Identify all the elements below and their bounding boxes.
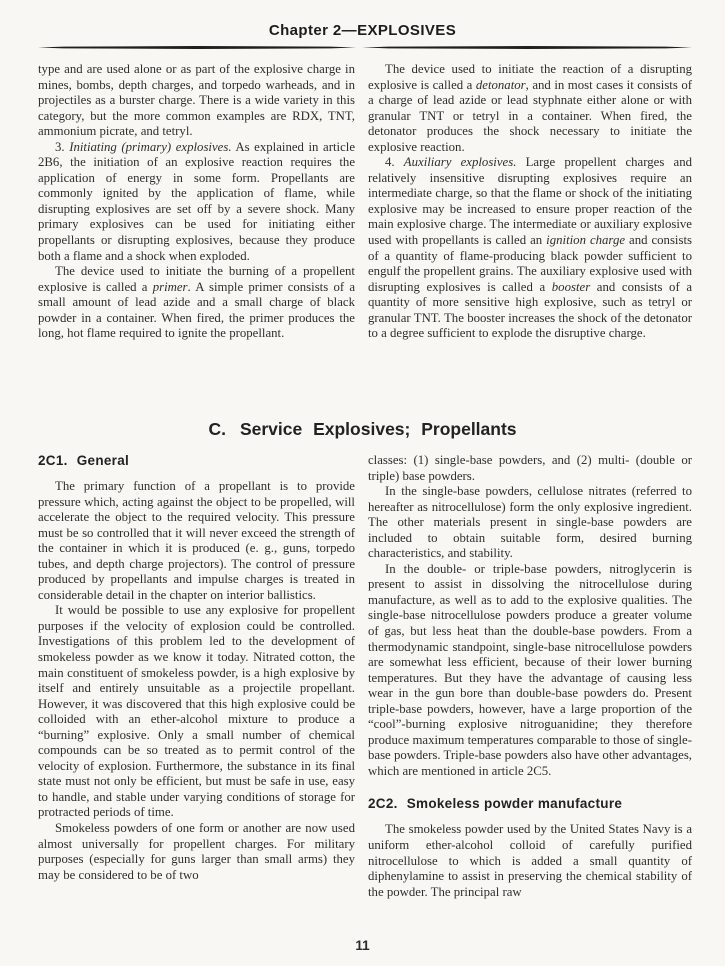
subheading-2c1-number: 2C1. [38, 453, 68, 468]
text-run: In the single-base powders, cellulose nitrates (referred to hereafter as nitrocellulose) form the only explosive ingredient. The other materials present in single-base powders are included to obtain suitable form, desired burning characteristics, and stability. [368, 484, 692, 561]
bottom-column-left [38, 453, 355, 900]
paragraph [38, 62, 355, 140]
paragraph [368, 155, 692, 342]
italic-term: detonator [475, 77, 526, 92]
header-rules [38, 46, 692, 49]
text-run: The smokeless powder used by the United States Navy is a uniform ether-alcohol colloid of carefully purified nitrocellulose to which is added a small quantity of diphenylamine to assist in preserving the chemical stability of the powder. The principal raw [368, 822, 692, 899]
text-run: The primary function of a propellant is to provide pressure which, acting against the object to be propelled, will accelerate the object to the required velocity. This pressure must be so controlled that it will never exceed the strength of the container in which it is produced (e. g., guns, torpedo tubes, and depth charge projectors). The control of pressure produced by propellants and impulse charges is treated in considerable detail in the chapter on interior ballistics. [38, 479, 355, 602]
bottom-column-right [368, 453, 692, 900]
paragraph [368, 453, 692, 484]
paragraph [38, 479, 355, 603]
header-rule-left [38, 46, 356, 49]
c2-right-text [368, 822, 692, 900]
text-run: In the double- or triple-base powders, nitroglycerin is present to assist in dissolving the nitrocellulose during manufacture, as well as to add to the explosive qualities. The single-base nitrocellulose powders produce a greater volume of gas, but less heat than the double-base powders. From a thermodynamic standpoint, single-base nitrocellulose powders are somewhat less efficient, because of their lower burning temperatures. But they have the advantage of causing less wear in the gun bore than double-base powders do. Present triple-base powders, however, have a large proportion of the “cool”-burning explosive nitroguanidine; they therefore produce maximum temperatures comparable to those of single-base powders. Triple-base powders also have other advantages, which are mentioned in article 2C5. [368, 561, 692, 778]
top-column-left [38, 62, 355, 413]
italic-term: ignition charge [546, 233, 626, 248]
paragraph [368, 484, 692, 562]
italic-term: Auxiliary explosives. [403, 155, 517, 170]
subheading-2c2-title: Smokeless powder manufacture [406, 796, 623, 812]
footer-page-number: 11 [355, 938, 370, 953]
subheading-2c2-number: 2C2. [368, 796, 398, 812]
text-run: type and are used alone or as part of the explosive charge in mines, bombs, depth charges, and torpedo warheads, and in projectiles as a burster charge. There is a wide variety in this category, but the more common examples are RDX, TNT, ammonium picrate, and tetryl. [38, 62, 355, 139]
italic-term: Initiating (primary) explosives. [69, 139, 232, 154]
section-letter: C. [208, 419, 226, 439]
paragraph [38, 140, 355, 264]
paragraph [38, 264, 355, 342]
text-run: 3. [55, 139, 70, 154]
section-title: Service Explosives; Propellants [239, 419, 517, 439]
text-run: The device used to initiate the reaction of a disrupting explosive is called a [368, 62, 692, 92]
section-heading [0, 419, 725, 440]
text-run: Smokeless powders of one form or another are now used almost universally for propellent charges. For military purposes (especially for guns larger than small arms) they may be considered to be of two [38, 821, 355, 882]
text-run: classes: (1) single-base powders, and (2) multi- (double or triple) base powders. [368, 453, 692, 483]
text-run: The device used to initiate the burning of a propellent explosive is called a [38, 264, 355, 294]
text-run: 4. [385, 155, 404, 170]
text-run: As explained in article 2B6, the initiation of an explosive reaction requires the application of energy in some form. Propellants are commonly ignited by the application of flame, while disrupting explosives are set off by a severe shock. Many primary explosives can be used for initiating either propellants or disrupting explosives, because they produce both a flame and a shock when exploded. [38, 139, 356, 263]
text-run: and consists of a quantity of flame-producing black powder sufficient to engulf the propellent grains. The auxiliary explosive used with disrupting explosives is called a [368, 233, 693, 294]
top-column-right [368, 62, 692, 413]
text-run: and consists of a quantity of more sensitive high explosive, such as tetryl or granular TNT. The booster increases the shock of the detonator to a degree sufficient to explode the disruptive charge. [368, 279, 692, 341]
paragraph [368, 822, 692, 900]
text-run: It would be possible to use any explosive for propellent purposes if the velocity of explosion could be controlled. Investigations of this problem led to the development of smokeless powder as we know it today. Nitrated cotton, the main constituent of smokeless powder, is a high explosive by itself and entirely unsuitable as a projectile propellant. However, it was discovered that this high explosive could be colloided with an ether-alcohol mixture to produce a “burning” explosive. Only a small number of chemical compounds can be so treated as to permit control of the velocity of explosion. Furthermore, the substance in its final state must not only be efficient, but must be safe in use, easy to handle, and stable under varying conditions of storage for protracted periods of time. [38, 603, 355, 820]
paragraph [368, 62, 692, 155]
text-run: Large propellent charges and relatively insensitive disrupting explosives require an intermediate charge, so that the flame or shock of the initiating explosive may be increased to ensure proper reaction of the main explosive charge. The intermediate or auxiliary explosive used with propellants is called an [368, 155, 693, 248]
chapter-title: Chapter 2—EXPLOSIVES [268, 22, 457, 39]
text-run: . A simple primer consists of a small amount of lead azide and a small charge of black powder in a container. When fired, the primer produces the long, hot flame required to ignite the propellant. [38, 279, 356, 341]
c1-right-text [368, 453, 692, 779]
subheading-2c1-title: General [76, 453, 130, 468]
header-rule-right [362, 46, 692, 49]
top-columns [38, 62, 692, 413]
subheading-2c1 [38, 453, 355, 468]
subheading-2c2 [368, 796, 692, 811]
paragraph [38, 821, 355, 883]
italic-term: booster [551, 279, 591, 294]
italic-term: primer [152, 279, 188, 294]
bottom-columns [38, 453, 692, 900]
paragraph [38, 603, 355, 821]
text-run: , and in most cases it consists of a charge of lead azide or lead styphnate either alone or with granular TNT or tetryl in a container. When fired, the detonator produces the shock necessary to initiate the explosive reaction. [368, 77, 693, 154]
paragraph [368, 562, 692, 780]
c1-left-text [38, 479, 355, 883]
